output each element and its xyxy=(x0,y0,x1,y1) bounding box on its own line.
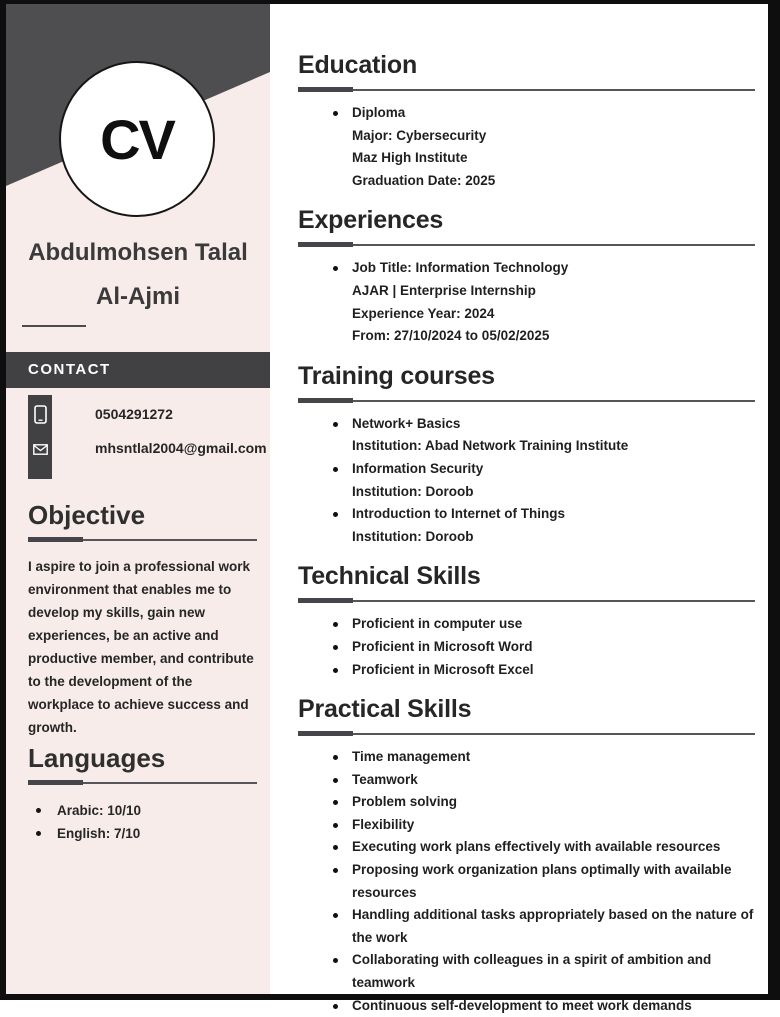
language-item: Arabic: 10/10 xyxy=(28,799,257,822)
experience-detail: Experience Year: 2024 xyxy=(352,305,495,321)
smartphone-icon xyxy=(34,405,47,424)
technical-skills-list xyxy=(298,613,755,681)
course-name: Introduction to Internet of Things xyxy=(352,506,565,522)
experience-detail: AJAR | Enterprise Internship xyxy=(352,282,536,298)
course-institution: Institution: Abad Network Training Institute xyxy=(352,438,629,454)
practical-skills-title-rule xyxy=(298,731,755,736)
objective-section xyxy=(28,500,257,739)
education-detail: Maz High Institute xyxy=(352,150,468,166)
experience-item xyxy=(298,257,755,347)
practical-skill: Flexibility xyxy=(298,814,755,837)
course-institution: Institution: Doroob xyxy=(352,483,474,499)
candidate-name-line2: Al-Ajmi xyxy=(96,283,180,310)
main-column xyxy=(270,4,768,1013)
technical-skill: Proficient in Microsoft Word xyxy=(298,636,755,659)
education-section xyxy=(298,50,755,192)
languages-title-rule xyxy=(28,780,257,785)
education-list xyxy=(298,102,755,192)
objective-title-rule xyxy=(28,537,257,542)
technical-skills-title: Technical Skills xyxy=(298,562,481,591)
education-title-rule xyxy=(298,87,755,92)
training-course xyxy=(298,458,755,503)
cv-monogram: CV xyxy=(100,107,174,171)
technical-skill: Proficient in Microsoft Excel xyxy=(298,659,755,682)
practical-skill: Collaborating with colleagues in a spirit of ambition and teamwork xyxy=(298,949,755,994)
languages-list xyxy=(28,799,257,845)
contact-section-header: CONTACT xyxy=(6,352,270,388)
sidebar xyxy=(6,4,270,994)
training-title: Training courses xyxy=(298,361,495,390)
course-name: Information Security xyxy=(352,460,484,476)
candidate-name-line1: Abdulmohsen Talal xyxy=(28,239,248,266)
training-list xyxy=(298,413,755,549)
languages-title: Languages xyxy=(28,743,166,773)
training-course xyxy=(298,413,755,458)
cv-sheet xyxy=(6,4,768,1013)
practical-skill: Continuous self-development to meet work demands xyxy=(298,995,755,1017)
practical-skill: Executing work plans effectively with available resources xyxy=(298,836,755,859)
practical-skill: Proposing work organization plans optimally with available resources xyxy=(298,859,755,904)
practical-skills-title: Practical Skills xyxy=(298,695,472,724)
languages-section xyxy=(28,743,257,845)
practical-skills-list xyxy=(298,746,755,1017)
contact-icon-column xyxy=(28,395,52,479)
practical-skill: Handling additional tasks appropriately based on the nature of the work xyxy=(298,904,755,949)
phone-number: 0504291272 xyxy=(95,406,173,422)
training-section xyxy=(298,361,755,549)
experience-detail: From: 27/10/2024 to 05/02/2025 xyxy=(352,328,550,344)
training-title-rule xyxy=(298,398,755,403)
technical-skills-title-rule xyxy=(298,598,755,603)
practical-skill: Time management xyxy=(298,746,755,769)
training-course xyxy=(298,503,755,548)
candidate-name xyxy=(6,231,270,319)
language-item: English: 7/10 xyxy=(28,822,257,845)
cv-monogram-badge xyxy=(59,61,215,217)
technical-skills-section xyxy=(298,561,755,681)
objective-title: Objective xyxy=(28,500,146,530)
practical-skill: Problem solving xyxy=(298,791,755,814)
envelope-icon xyxy=(33,444,48,455)
education-item xyxy=(298,102,755,192)
name-underline xyxy=(22,325,86,327)
experiences-title-rule xyxy=(298,242,755,247)
education-detail: Graduation Date: 2025 xyxy=(352,172,496,188)
objective-text: I aspire to join a professional work environment that enables me to develop my skills, gain new experiences, be an active and productive member, and contribute to the development of the workplace to achieve success and growth. xyxy=(28,559,254,735)
practical-skills-section xyxy=(298,694,755,1017)
experience-job-title: Job Title: Information Technology xyxy=(352,260,569,276)
education-degree: Diploma xyxy=(352,105,406,120)
experiences-title: Experiences xyxy=(298,206,444,235)
technical-skill: Proficient in computer use xyxy=(298,613,755,636)
education-title: Education xyxy=(298,51,418,79)
experiences-list xyxy=(298,257,755,347)
experiences-section xyxy=(298,205,755,347)
course-name: Network+ Basics xyxy=(352,415,461,431)
practical-skill: Teamwork xyxy=(298,769,755,792)
education-detail: Major: Cybersecurity xyxy=(352,127,487,143)
course-institution: Institution: Doroob xyxy=(352,528,474,544)
email-address: mhsntlal2004@gmail.com xyxy=(95,440,267,456)
